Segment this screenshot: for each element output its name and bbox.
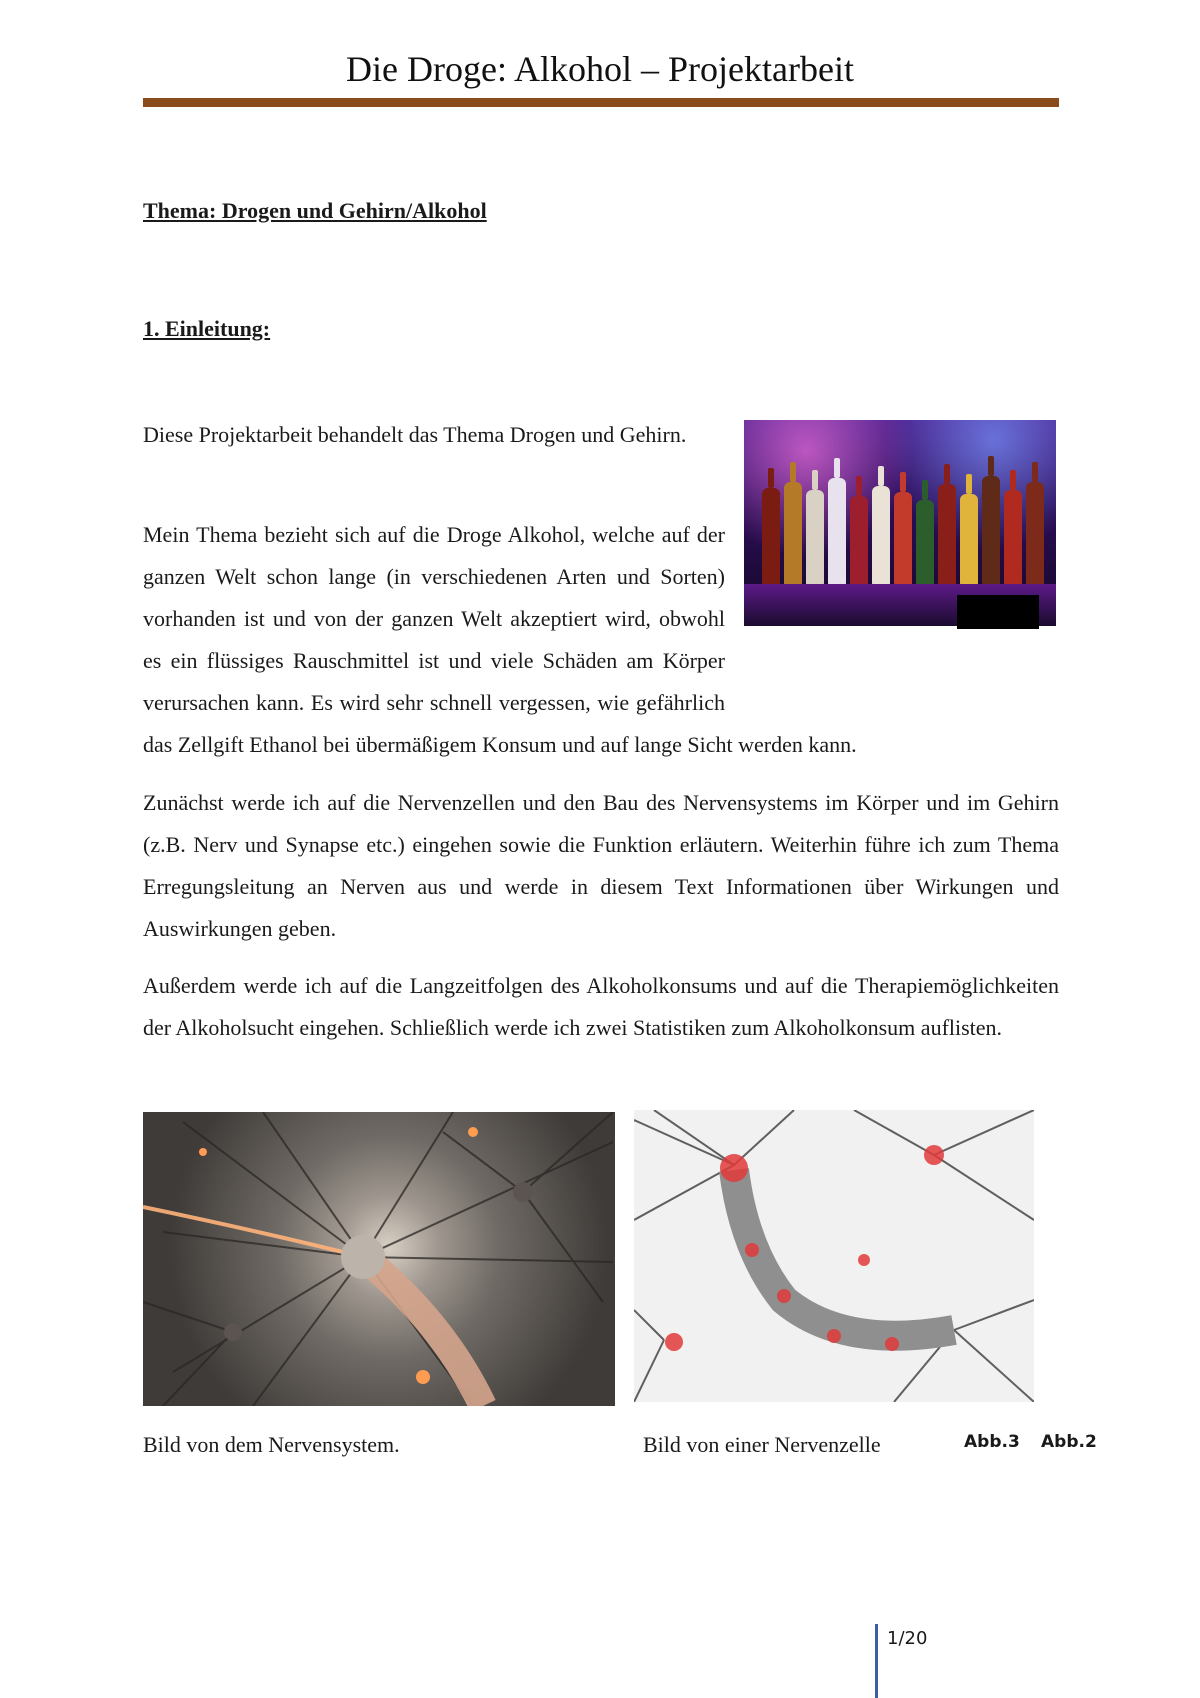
nervous-system-image (143, 1112, 615, 1406)
figure-label-abb3: Abb.3 (964, 1432, 1020, 1452)
caption-nerve-cell: Bild von einer Nervenzelle (643, 1432, 881, 1457)
paragraph-3 (143, 782, 1059, 950)
paragraph-2-text: Mein Thema bezieht sich auf die Droge Alkohol, welche auf der ganzen Welt schon lange (in verschiedenen Arten und Sorten) vorhanden ist und von der ganzen Welt akzeptiert wird, obwohl es ein flüssiges Rauschmittel ist und viele Schäden am Körper verursachen kann. Es wird sehr schnell vergessen, wie gefährlich das Zellgift Ethanol bei übermäßigem Konsum und auf lange Sicht werden kann. (143, 522, 857, 757)
paragraph-1 (143, 414, 725, 456)
paragraph-3-text: Zunächst werde ich auf die Nervenzellen und den Bau des Nervensystems im Körper und im Gehirn (z.B. Nerv und Synapse etc.) eingehen sowie die Funktion erläutern. Weiterhin führe ich zum Thema Erregungsleitung an Nerven aus und werde in diesem Text Informationen über Wirkungen und Auswirkungen geben. (143, 790, 1059, 941)
redaction-block (957, 595, 1039, 629)
paragraph-4 (143, 965, 1059, 1049)
page-title: Die Droge: Alkohol – Projektarbeit (346, 49, 854, 89)
nerve-cell-illustration (634, 1110, 1034, 1402)
page-number: 1/20 (887, 1628, 928, 1649)
figure-label-abb2: Abb.2 (1041, 1432, 1097, 1452)
caption-nervous-system: Bild von dem Nervensystem. (143, 1432, 400, 1457)
nervous-system-illustration (143, 1112, 615, 1406)
paragraph-1-text: Diese Projektarbeit behandelt das Thema Drogen und Gehirn. (143, 422, 687, 447)
section-heading: 1. Einleitung: (143, 316, 271, 341)
paragraph-4-text: Außerdem werde ich auf die Langzeitfolgen des Alkoholkonsums und auf die Therapiemöglichkeiten der Alkoholsucht eingehen. Schließlich werde ich zwei Statistiken zum Alkoholkonsum auflisten. (143, 973, 1059, 1040)
topic-heading: Thema: Drogen und Gehirn/Alkohol (143, 198, 487, 223)
nerve-cell-image (634, 1110, 1034, 1402)
header-divider (143, 98, 1059, 107)
page-number-divider (875, 1624, 878, 1698)
